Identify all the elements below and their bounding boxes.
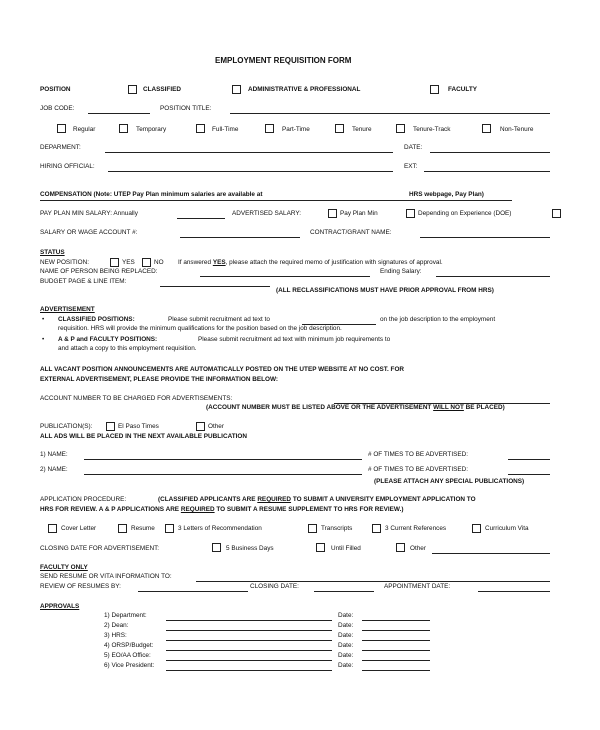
- checkbox-references[interactable]: [372, 524, 381, 533]
- type-full-time: Full-Time: [212, 126, 239, 133]
- classified-text-right: on the job description to the employment: [380, 316, 496, 323]
- vacant-notice-line1: ALL VACANT POSITION ANNOUNCEMENTS ARE AUTOMATICALLY POSTED ON THE UTEP WEBSITE AT NO COST. FOR: [40, 366, 405, 373]
- procedure-text-line2: HRS FOR REVIEW. A & P APPLICATIONS ARE REQUIRED TO SUBMIT A RESUME SUPPLEMENT TO HRS FOR REVIEW.): [40, 506, 404, 513]
- approval-hrs: 3) HRS:: [104, 632, 127, 639]
- application-procedure-label: APPLICATION PROCEDURE:: [40, 496, 127, 503]
- checkbox-tenure-track[interactable]: [396, 124, 405, 133]
- position-title-label: POSITION TITLE:: [160, 105, 212, 112]
- approval-dean-date-label: Date:: [338, 622, 354, 629]
- pay-plan-min-label: Pay Plan Min: [340, 210, 378, 217]
- if-answered-text: If answered YES, please attach the required memo of justification with signatures of approval.: [178, 259, 443, 266]
- checkbox-faculty[interactable]: [430, 85, 439, 94]
- advertised-salary-label: ADVERTISED SALARY:: [232, 210, 302, 217]
- times1-label: # OF TIMES TO BE ADVERTISED:: [368, 451, 469, 458]
- doc-cover-letter: Cover Letter: [61, 525, 97, 532]
- send-resume-label: SEND RESUME OR VITA INFORMATION TO:: [40, 573, 172, 580]
- approval-eo-aa-date-field[interactable]: [362, 660, 430, 661]
- compensation-heading-link[interactable]: HRS webpage, Pay Plan): [409, 191, 484, 198]
- closing-other-field[interactable]: [432, 553, 550, 554]
- checkbox-closing-other[interactable]: [396, 543, 405, 552]
- faculty-positions-label: A & P and FACULTY POSITIONS:: [58, 336, 158, 343]
- department-label: DEPARMENT:: [40, 144, 81, 151]
- checkbox-el-paso-times[interactable]: [106, 422, 115, 431]
- budget-field[interactable]: [160, 286, 270, 287]
- ext-field[interactable]: [424, 171, 550, 172]
- faculty-bullet: •: [42, 336, 45, 343]
- approval-orsp-budget-field[interactable]: [166, 650, 332, 651]
- checkbox-until-filled[interactable]: [316, 543, 325, 552]
- name2-label: 2) NAME:: [40, 466, 68, 473]
- date-label: DATE:: [404, 144, 423, 151]
- compensation-divider: [40, 200, 512, 201]
- doe-label: Depending on Experience (DOE): [418, 210, 512, 217]
- closing-other: Other: [410, 545, 426, 552]
- approval-department-date-label: Date:: [338, 612, 354, 619]
- checkbox-5-business-days[interactable]: [212, 543, 221, 552]
- replaced-label: NAME OF PERSON BEING REPLACED:: [40, 268, 158, 275]
- checkbox-resume[interactable]: [118, 524, 127, 533]
- job-code-field[interactable]: [88, 113, 150, 114]
- approvals-heading: APPROVALS: [40, 603, 80, 610]
- send-resume-field[interactable]: [196, 581, 550, 582]
- approval-dean-date-field[interactable]: [362, 630, 430, 631]
- name1-label: 1) NAME:: [40, 451, 68, 458]
- job-code-label: JOB CODE:: [40, 105, 75, 112]
- advertisement-heading: ADVERTISEMENT: [40, 306, 95, 313]
- pay-plan-label: PAY PLAN MIN SALARY: Annually: [40, 210, 138, 217]
- account-number-label: ACCOUNT NUMBER TO BE CHARGED FOR ADVERTISEMENTS:: [40, 395, 233, 402]
- appointment-field[interactable]: [478, 591, 550, 592]
- checkbox-part-time[interactable]: [265, 124, 274, 133]
- checkbox-letters[interactable]: [165, 524, 174, 533]
- checkbox-other-publication[interactable]: [196, 422, 205, 431]
- approval-orsp-budget: 4) ORSP/Budget:: [104, 642, 154, 649]
- contract-grant-field[interactable]: [420, 237, 550, 238]
- type-tenure-track: Tenure-Track: [413, 126, 451, 133]
- checkbox-transcripts[interactable]: [308, 524, 317, 533]
- approval-eo-aa-date-label: Date:: [338, 652, 354, 659]
- new-no-label: NO: [154, 259, 164, 266]
- approval-vice-president-date-label: Date:: [338, 662, 354, 669]
- faculty-text-line2: and attach a copy to this employment requisition.: [58, 345, 197, 352]
- doc-transcripts: Transcripts: [321, 525, 353, 532]
- status-heading: STATUS: [40, 249, 65, 256]
- new-position-label: NEW POSITION:: [40, 259, 89, 266]
- closing-date-label: CLOSING DATE FOR ADVERTISEMENT:: [40, 545, 160, 552]
- type-temporary: Temporary: [136, 126, 167, 133]
- checkbox-regular[interactable]: [57, 124, 66, 133]
- approval-eo-aa: 5) EO/AA Office:: [104, 652, 151, 659]
- approval-vice-president-date-field[interactable]: [362, 670, 430, 671]
- faculty-only-heading: FACULTY ONLY: [40, 564, 88, 571]
- compensation-heading: COMPENSATION (Note: UTEP Pay Plan minimum salaries are available at: [40, 191, 263, 198]
- procedure-text-line1: (CLASSIFIED APPLICANTS ARE REQUIRED TO SUBMIT A UNIVERSITY EMPLOYMENT APPLICATION TO: [158, 496, 476, 503]
- doc-letters: 3 Letters of Recommendation: [178, 525, 262, 532]
- pay-plan-field[interactable]: [177, 218, 225, 219]
- classified-text: Please submit recruitment ad text to: [168, 316, 270, 323]
- approval-orsp-budget-date-field[interactable]: [362, 650, 430, 651]
- faculty-closing-field[interactable]: [314, 591, 374, 592]
- approval-orsp-budget-date-label: Date:: [338, 642, 354, 649]
- type-regular: Regular: [73, 126, 96, 133]
- publications-label: PUBLICATION(S):: [40, 423, 93, 430]
- name2-field[interactable]: [84, 474, 362, 475]
- times1-field[interactable]: [508, 459, 550, 460]
- checkbox-full-time[interactable]: [196, 124, 205, 133]
- faculty-closing-label: CLOSING DATE:: [250, 583, 299, 590]
- approval-dean: 2) Dean:: [104, 622, 129, 629]
- other-publication-label: Other: [208, 423, 224, 430]
- budget-label: BUDGET PAGE & LINE ITEM:: [40, 278, 127, 285]
- vacant-notice-line2: EXTERNAL ADVERTISEMENT, PLEASE PROVIDE THE INFORMATION BELOW:: [40, 376, 279, 383]
- faculty-text: Please submit recruitment ad text with minimum job requirements to: [198, 336, 391, 343]
- checkbox-cover-letter[interactable]: [48, 524, 57, 533]
- department-field[interactable]: [105, 152, 393, 153]
- option-admin-professional: ADMINISTRATIVE & PROFESSIONAL: [248, 86, 361, 93]
- salary-account-field[interactable]: [180, 237, 300, 238]
- option-faculty: FACULTY: [448, 86, 477, 93]
- closing-until-filled: Until Filled: [331, 545, 361, 552]
- classified-positions-label: CLASSIFIED POSITIONS:: [58, 316, 135, 323]
- approval-hrs-field[interactable]: [166, 640, 332, 641]
- option-classified: CLASSIFIED: [143, 86, 181, 93]
- checkbox-classified[interactable]: [128, 85, 137, 94]
- checkbox-non-tenure[interactable]: [482, 124, 491, 133]
- ending-salary-label: Ending Salary:: [380, 268, 422, 275]
- ending-salary-field[interactable]: [436, 276, 550, 277]
- type-tenure: Tenure: [352, 126, 372, 133]
- replaced-field[interactable]: [200, 276, 370, 277]
- el-paso-times-label: El Paso Times: [118, 423, 159, 430]
- contract-grant-label: CONTRACT/GRANT NAME:: [310, 229, 392, 236]
- checkbox-new-yes[interactable]: [110, 258, 119, 267]
- checkbox-doe-extra[interactable]: [552, 209, 561, 218]
- hiring-official-label: HIRING OFFICIAL:: [40, 163, 95, 170]
- checkbox-temporary[interactable]: [119, 124, 128, 133]
- doc-references: 3 Current References: [385, 525, 447, 532]
- times2-field[interactable]: [508, 474, 550, 475]
- approval-dean-field[interactable]: [166, 630, 332, 631]
- position-title-field[interactable]: [230, 113, 550, 114]
- approval-vice-president-field[interactable]: [166, 670, 332, 671]
- salary-account-label: SALARY OR WAGE ACCOUNT #:: [40, 229, 138, 236]
- checkbox-tenure[interactable]: [335, 124, 344, 133]
- type-non-tenure: Non-Tenure: [500, 126, 534, 133]
- approval-eo-aa-field[interactable]: [166, 660, 332, 661]
- approval-department: 1) Department:: [104, 612, 147, 619]
- date-field[interactable]: [430, 152, 550, 153]
- closing-5-business-days: 5 Business Days: [226, 545, 274, 552]
- reclass-note: (ALL RECLASSIFICATIONS MUST HAVE PRIOR APPROVAL FROM HRS): [276, 287, 494, 294]
- attach-note: (PLEASE ATTACH ANY SPECIAL PUBLICATIONS): [374, 478, 525, 485]
- form-title: EMPLOYMENT REQUISITION FORM: [215, 56, 352, 65]
- ext-label: EXT:: [404, 163, 418, 170]
- review-field[interactable]: [138, 591, 248, 592]
- account-note: (ACCOUNT NUMBER MUST BE LISTED ABOVE OR THE ADVERTISEMENT WILL NOT BE PLACED): [206, 404, 505, 411]
- checkbox-doe[interactable]: [406, 209, 415, 218]
- hiring-official-field[interactable]: [108, 171, 393, 172]
- approval-hrs-date-label: Date:: [338, 632, 354, 639]
- checkbox-curriculum-vita[interactable]: [472, 524, 481, 533]
- all-ads-note: ALL ADS WILL BE PLACED IN THE NEXT AVAILABLE PUBLICATION: [40, 433, 247, 440]
- new-yes-label: YES: [122, 259, 135, 266]
- approval-department-field[interactable]: [166, 620, 332, 621]
- review-label: REVIEW OF RESUMES BY:: [40, 583, 121, 590]
- checkbox-admin-professional[interactable]: [232, 85, 241, 94]
- doc-curriculum-vita: Curriculum Vita: [485, 525, 529, 532]
- appointment-label: APPOINTMENT DATE:: [384, 583, 451, 590]
- checkbox-new-no[interactable]: [142, 258, 151, 267]
- doc-resume: Resume: [131, 525, 155, 532]
- type-part-time: Part-Time: [282, 126, 310, 133]
- checkbox-pay-plan-min[interactable]: [328, 209, 337, 218]
- times2-label: # OF TIMES TO BE ADVERTISED:: [368, 466, 469, 473]
- approval-hrs-date-field[interactable]: [362, 640, 430, 641]
- approval-department-date-field[interactable]: [362, 620, 430, 621]
- classified-bullet: •: [42, 316, 45, 323]
- classified-text-line2: requisition. HRS will provide the minimum qualifications for the position based on the job description.: [58, 325, 342, 332]
- approval-vice-president: 6) Vice President:: [104, 662, 155, 669]
- name1-field[interactable]: [84, 459, 362, 460]
- position-label: POSITION: [40, 86, 71, 93]
